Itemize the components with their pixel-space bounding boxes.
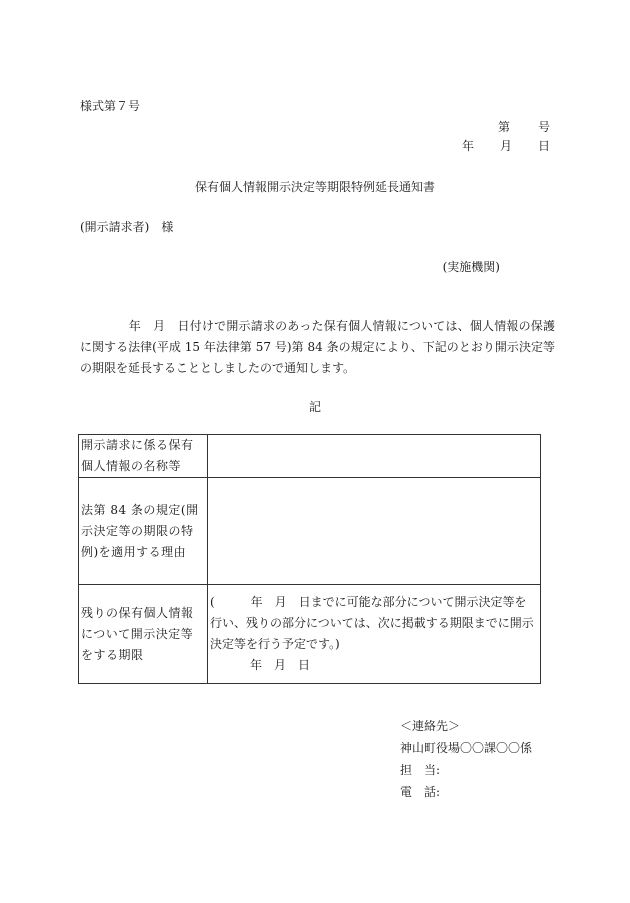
info-value-deadline (208, 585, 541, 684)
contact-phone: 電 話: (400, 785, 441, 799)
doc-number-suffix: 号 (537, 120, 550, 134)
document-number (498, 118, 550, 135)
info-label-deadline: 残りの保有個人情報について開示決定等をする期限 (79, 585, 208, 684)
date-month: 月 (499, 139, 512, 153)
date-year: 年 (461, 139, 474, 153)
page-title: 保有個人情報開示決定等期限特例延長通知書 (194, 180, 435, 194)
info-table (78, 434, 541, 684)
date-day: 日 (537, 139, 550, 153)
info-label-reason: 法第 84 条の規定(開示決定等の期限の特例)を適用する理由 (79, 478, 208, 585)
info-label-name: 開示請求に係る保有個人情報の名称等 (79, 435, 208, 478)
info-value-name (208, 435, 541, 478)
doc-number-prefix: 第 (497, 120, 510, 134)
agency-name: (実施機関) (442, 260, 500, 274)
table-row (79, 478, 541, 585)
contact-block (400, 715, 532, 803)
table-row (79, 585, 541, 684)
info-value-reason (208, 478, 541, 585)
body-text: 年 月 日付けで開示請求のあった保有個人情報については、個人情報の保護に関する法律(平成 15 年法律第 57 号)第 84 条の規定により、下記のとおり開示決定等の期限を延長することとしましたので通知します。 (80, 319, 555, 375)
addressee: (開示請求者) 様 (80, 220, 174, 234)
contact-office: 神山町役場〇〇課〇〇係 (400, 741, 533, 755)
table-row (79, 435, 541, 478)
form-number: 様式第７号 (80, 99, 141, 113)
deadline-text: ( 年 月 日までに可能な部分について開示決定等を行い、残りの部分については、次に掲載する期限までに開示決定等を行う予定です。) (210, 595, 534, 651)
contact-heading: ＜連絡先＞ (400, 719, 461, 733)
contact-person: 担 当: (400, 763, 441, 777)
document-date (462, 137, 550, 154)
ki-heading: 記 (308, 400, 321, 414)
deadline-date: 年 月 日 (250, 658, 311, 672)
